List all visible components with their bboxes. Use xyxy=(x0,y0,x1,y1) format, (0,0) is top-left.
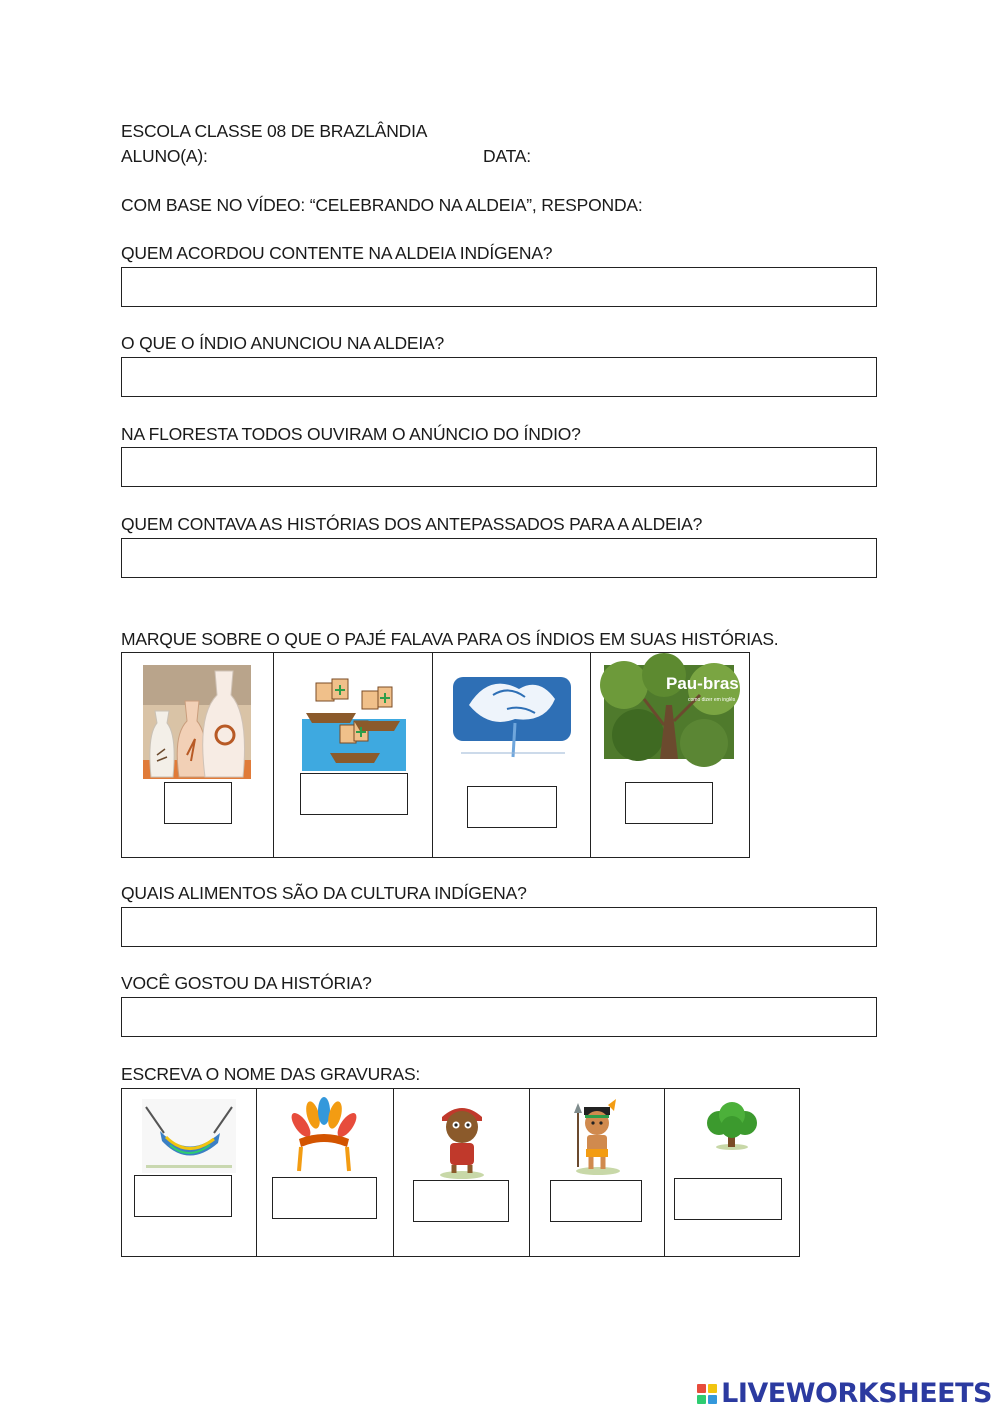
caravel-ships-image xyxy=(302,673,406,771)
question-3: NA FLORESTA TODOS OUVIRAM O ANÚNCIO DO ÍNDIO? xyxy=(121,424,581,444)
date-label: DATA: xyxy=(483,146,531,166)
mark-checkbox-3[interactable] xyxy=(467,786,557,828)
mark-cell-hands xyxy=(433,653,591,857)
question-1: QUEM ACORDOU CONTENTE NA ALDEIA INDÍGENA? xyxy=(121,243,553,263)
mark-checkbox-1[interactable] xyxy=(164,782,232,824)
answer-field-5[interactable] xyxy=(121,907,877,947)
question-2: O QUE O ÍNDIO ANUNCIOU NA ALDEIA? xyxy=(121,333,445,353)
instructions: COM BASE NO VÍDEO: “CELEBRANDO NA ALDEIA”, RESPONDA: xyxy=(121,195,643,215)
mark-checkbox-4[interactable] xyxy=(625,782,713,824)
name-field-1[interactable] xyxy=(134,1175,232,1217)
names-prompt: ESCREVA O NOME DAS GRAVURAS: xyxy=(121,1064,421,1084)
hammock-image xyxy=(142,1099,236,1173)
mark-cell-pau-brasil xyxy=(591,653,749,857)
names-cell-boy xyxy=(530,1089,666,1256)
tree-image xyxy=(701,1103,763,1153)
indigenous-boy-with-spear-image xyxy=(570,1101,626,1175)
answer-field-2[interactable] xyxy=(121,357,877,397)
answer-field-3[interactable] xyxy=(121,447,877,487)
mark-checkbox-2[interactable] xyxy=(300,773,408,815)
student-label: ALUNO(A): xyxy=(121,146,208,166)
answer-field-4[interactable] xyxy=(121,538,877,578)
indigenous-child-image xyxy=(434,1099,490,1179)
names-cell-headdress xyxy=(257,1089,395,1256)
feather-headdress-image xyxy=(291,1099,357,1175)
school-name: ESCOLA CLASSE 08 DE BRAZLÂNDIA xyxy=(121,121,428,141)
name-field-2[interactable] xyxy=(272,1177,377,1219)
answer-field-1[interactable] xyxy=(121,267,877,307)
pau-brasil-caption: Pau-brasil xyxy=(665,674,748,693)
names-image-table xyxy=(121,1088,800,1257)
name-field-3[interactable] xyxy=(413,1180,509,1222)
pau-brasil-subcaption: como dizer em inglês xyxy=(687,697,735,703)
liveworksheets-brand: LIVEWORKSHEETS xyxy=(721,1378,992,1409)
mark-image-table xyxy=(121,652,750,858)
hands-washing-image xyxy=(449,665,575,763)
mark-cell-ships xyxy=(274,653,433,857)
names-cell-tree xyxy=(665,1089,799,1256)
question-4: QUEM CONTAVA AS HISTÓRIAS DOS ANTEPASSADOS PARA A ALDEIA? xyxy=(121,514,703,534)
name-field-5[interactable] xyxy=(674,1178,782,1220)
name-field-4[interactable] xyxy=(550,1180,642,1222)
names-cell-child xyxy=(394,1089,530,1256)
mark-prompt: MARQUE SOBRE O QUE O PAJÉ FALAVA PARA OS ÍNDIOS EM SUAS HISTÓRIAS. xyxy=(121,629,779,649)
names-cell-hammock xyxy=(122,1089,257,1256)
liveworksheets-logo xyxy=(697,1378,992,1409)
question-6: VOCÊ GOSTOU DA HISTÓRIA? xyxy=(121,973,372,993)
liveworksheets-mark-icon xyxy=(697,1384,717,1404)
answer-field-6[interactable] xyxy=(121,997,877,1037)
pau-brasil-image xyxy=(604,665,748,759)
mark-cell-vases xyxy=(122,653,274,857)
clay-vases-image xyxy=(143,665,251,779)
question-5: QUAIS ALIMENTOS SÃO DA CULTURA INDÍGENA? xyxy=(121,883,527,903)
